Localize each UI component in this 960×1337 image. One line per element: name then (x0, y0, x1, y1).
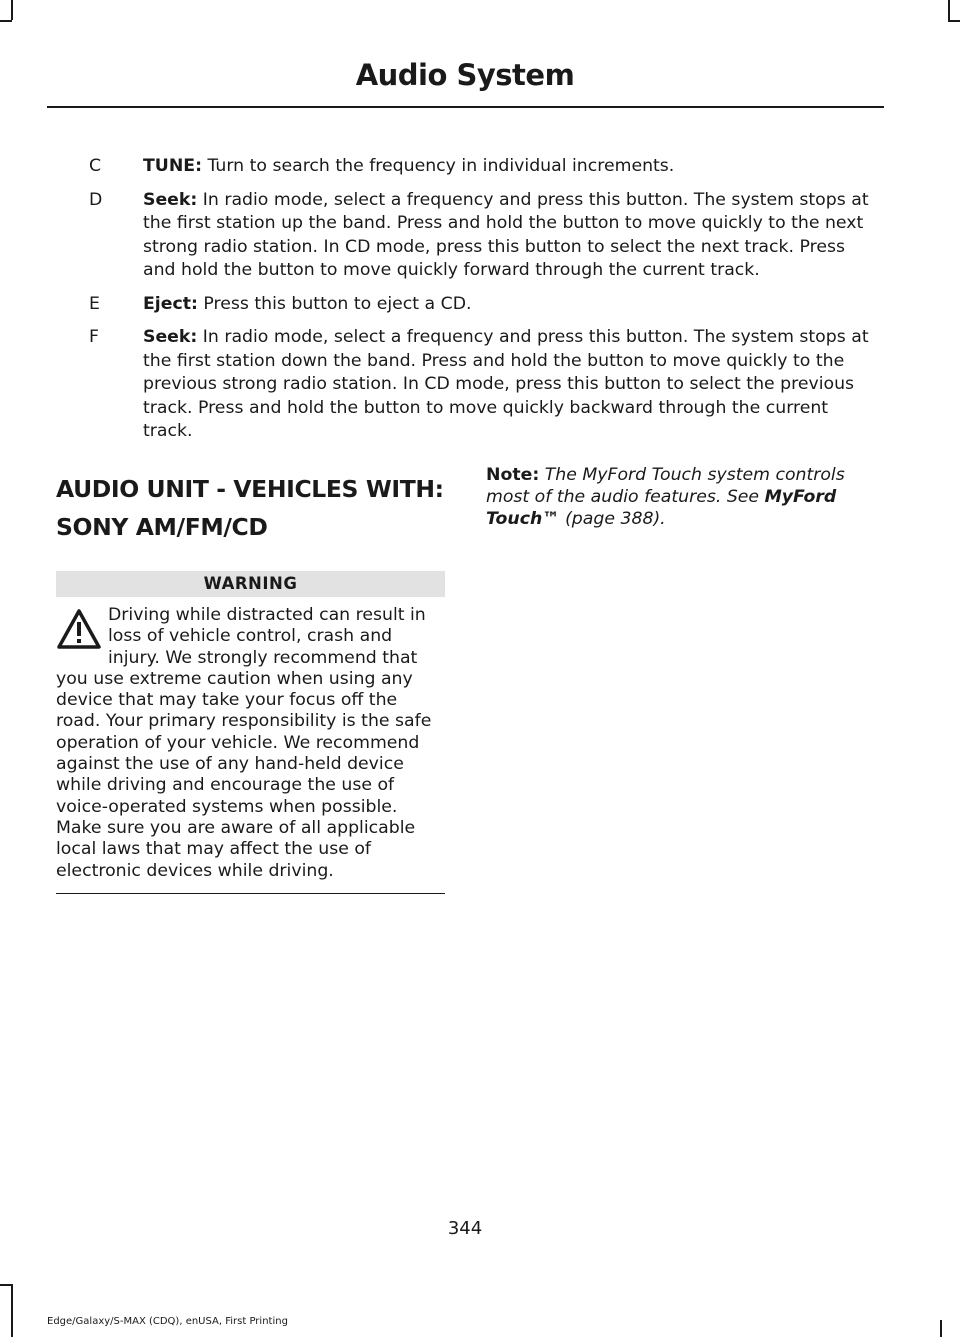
page-title: Audio System (355, 58, 575, 92)
section-title-line: AUDIO UNIT - VEHICLES WITH: (56, 475, 444, 503)
crop-mark (940, 1320, 942, 1337)
section-title-line: SONY AM/FM/CD (56, 513, 268, 541)
item-label: Seek: (143, 327, 198, 347)
warning-box (56, 605, 445, 882)
item-text: In radio mode, select a frequency and press this button. The system stops at the first station down the band. Press and hold the button to move quickly to the previous strong radio station. In CD mode, press this button to select the previous track. Press and hold the button to move quickly backward through the current track. (143, 327, 869, 441)
item-key: F (89, 327, 99, 347)
item-label: Seek: (143, 189, 198, 210)
list-item (89, 155, 879, 179)
section-title (56, 470, 445, 546)
note-link[interactable]: MyFord Touch™ (486, 487, 837, 529)
edition-footer: Edge/Galaxy/S-MAX (CDQ), enUSA, First Printing (47, 1316, 288, 1327)
crop-mark (948, 20, 960, 22)
warning-divider (56, 893, 445, 895)
crop-mark (0, 20, 12, 22)
item-body (143, 189, 879, 283)
item-body (143, 326, 879, 444)
item-label: Eject: (143, 293, 198, 314)
note-text: The MyFord Touch system controls most of the audio features. See (486, 465, 845, 507)
item-key: E (89, 293, 100, 314)
left-column (56, 470, 445, 894)
warning-heading: WARNING (56, 571, 445, 597)
crop-mark (11, 1284, 13, 1337)
control-list (89, 155, 879, 454)
page-number: 344 (447, 1218, 483, 1239)
header-divider (47, 106, 884, 108)
note-page-ref: (page 388). (565, 509, 666, 529)
crop-mark (948, 0, 950, 20)
item-label: TUNE: (143, 156, 202, 176)
note-label: Note: (486, 465, 540, 485)
item-text: Press this button to eject a CD. (203, 293, 472, 314)
item-key: D (89, 189, 103, 210)
item-body (143, 293, 879, 317)
item-body (143, 155, 879, 179)
item-key: C (89, 156, 102, 176)
item-text: Turn to search the frequency in individual increments. (207, 156, 675, 176)
crop-mark (0, 1284, 12, 1286)
warning-triangle-icon (56, 607, 102, 657)
list-item (89, 293, 879, 317)
note (486, 464, 881, 530)
warning-text: Driving while distracted can result in loss of vehicle control, crash and injury. We strongly recommend that you use extreme caution when using any device that may take your focus off the road. Your primary responsibility is the safe operation of your vehicle. We recommend against the use of any hand-held device while driving and encourage the use of voice-operated systems when possible. Make sure you are aware of all applicable local laws that may affect the use of electronic devices while driving. (56, 605, 432, 881)
list-item (89, 189, 879, 283)
crop-mark (11, 0, 13, 20)
item-text: In radio mode, select a frequency and press this button. The system stops at the first station up the band. Press and hold the button to move quickly to the next strong radio station. In CD mode, press this button to select the next track. Press and hold the button to move quickly forward through the current track. (143, 189, 869, 280)
list-item (89, 326, 879, 444)
